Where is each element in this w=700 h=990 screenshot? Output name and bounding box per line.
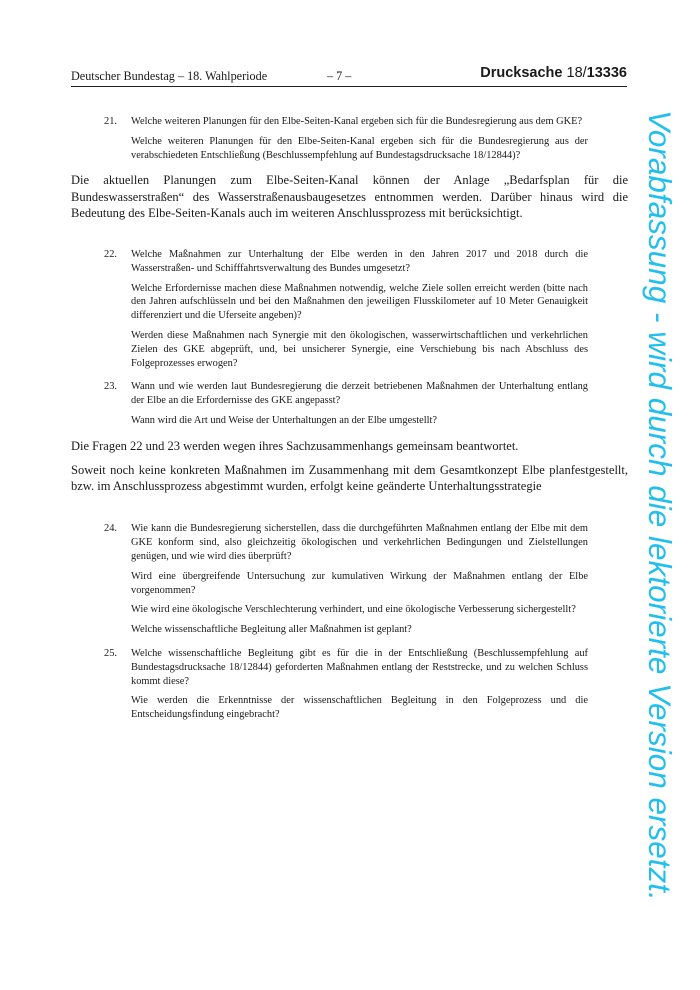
question-23: [71, 380, 628, 427]
question-text: Wie wird eine ökologische Verschlechterung verhindert, und eine ökologische Verbesserung sichergestellt?: [131, 604, 576, 616]
question-text: Wann wird die Art und Weise der Unterhaltungen an der Elbe umgestellt?: [131, 414, 438, 426]
question-text: Welche Erfordernisse machen diese Maßnahmen notwendig, welche Ziele sollen erreicht werden (bitte nach den Jahren aufschlüsseln und bei den Maßnahmen den jeweiligen Flusskilometer auf 10 Meter Genauigkeit differenziert und die Uferseite angeben)?: [131, 282, 588, 322]
document-body: [71, 115, 628, 728]
question-text: Wann und wie werden laut Bundesregierung die derzeit betriebenen Maßnahmen der Unterhaltung entlang der Elbe an die Erfordernisse des GKE angepasst?: [131, 381, 588, 407]
question-text: Wie kann die Bundesregierung sicherstellen, dass die durchgeführten Maßnahmen entlang der Elbe mit dem GKE konform sind, also gleichzeitig ökologischen und verkehrlichen Bedingungen und Zielstellungen genügen, und wie wird dies überprüft?: [131, 523, 588, 562]
question-text: Welche Maßnahmen zur Unterhaltung der Elbe werden in den Jahren 2017 und 2018 durch die Wasserstraßen- und Schifffahrtsverwaltung des Bundes umgesetzt?: [131, 249, 588, 274]
header-parliament: Deutscher Bundestag – 18. Wahlperiode: [71, 69, 268, 83]
doc-label: Drucksache: [480, 65, 563, 81]
question-number: 25.: [104, 647, 117, 659]
question-text: Wird eine übergreifende Untersuchung zur kumulativen Wirkung der Maßnahmen entlang der Elbe vorgenommen?: [131, 570, 588, 596]
question-22: [71, 248, 628, 370]
question-text: Welche weiteren Planungen für den Elbe-Seiten-Kanal ergeben sich für die Bundesregierung aus dem GKE?: [131, 116, 583, 127]
question-text: Wie werden die Erkenntnisse der wissenschaftlichen Begleitung in den Folgeprozess und die Entscheidungsfindung eingebracht?: [131, 695, 588, 721]
question-24: [71, 522, 628, 637]
page-header: [71, 64, 627, 87]
question-text: Werden diese Maßnahmen nach Synergie mit den ökologischen, wasserwirtschaftlichen und verkehrlichen Zielen des GKE abgeprüft, und, bei unsicherer Synergie, eine Verschiebung bis nach Abschluss des Folgeprozesses erwogen?: [131, 329, 588, 369]
answer-21: Die aktuellen Planungen zum Elbe-Seiten-Kanal können der Anlage „Bedarfsplan für die Bundeswasserstraßen“ des Wasserstraßenausbaugesetzes entnommen werden. Darüber hinaus wird die Bedeutung des Elbe-Seiten-Kanals auch im weiteren Anschlussprozess mit berücksichtigt.: [71, 173, 628, 220]
question-number: 23.: [104, 381, 117, 393]
question-text: Welche wissenschaftliche Begleitung aller Maßnahmen ist geplant?: [131, 624, 412, 636]
question-21: [71, 115, 628, 162]
question-text: Welche wissenschaftliche Begleitung gibt es für die in der Entschließung (Beschlussempfehlung auf Bundestagsdrucksache 18/12844) geforderten Maßnahmen entlang der Reststrecke, und zu welchen Schluss kommt diese?: [131, 647, 588, 687]
question-text: Welche weiteren Planungen für den Elbe-Seiten-Kanal ergeben sich für die Bundesregierung aus der verabschiedeten Entschließung (Beschlussempfehlung auf Bundestagsdrucksache 18/12844)?: [131, 135, 588, 161]
question-number: 22.: [104, 249, 117, 260]
question-25: [71, 647, 628, 722]
answer-22-23-intro: Die Fragen 22 und 23 werden wegen ihres Sachzusammenhangs gemeinsam beantwortet.: [71, 438, 519, 453]
doc-period: 18/: [566, 65, 587, 81]
doc-number: 13336: [586, 65, 627, 81]
header-drucksache: [480, 65, 627, 81]
draft-watermark: Vorabfassung - wird durch die lektorierte Version ersetzt.: [642, 110, 678, 901]
question-number: 21.: [104, 116, 117, 127]
question-number: 24.: [104, 523, 117, 535]
answer-22-23: Soweit noch keine konkreten Maßnahmen im Zusammenhang mit dem Gesamtkonzept Elbe planfestgestellt, bzw. im Anschlussprozess abgestimmt wurden, erfolgt keine geänderte Unterhaltungsstrategie: [71, 462, 628, 494]
header-page-number: – 7 –: [327, 69, 352, 83]
